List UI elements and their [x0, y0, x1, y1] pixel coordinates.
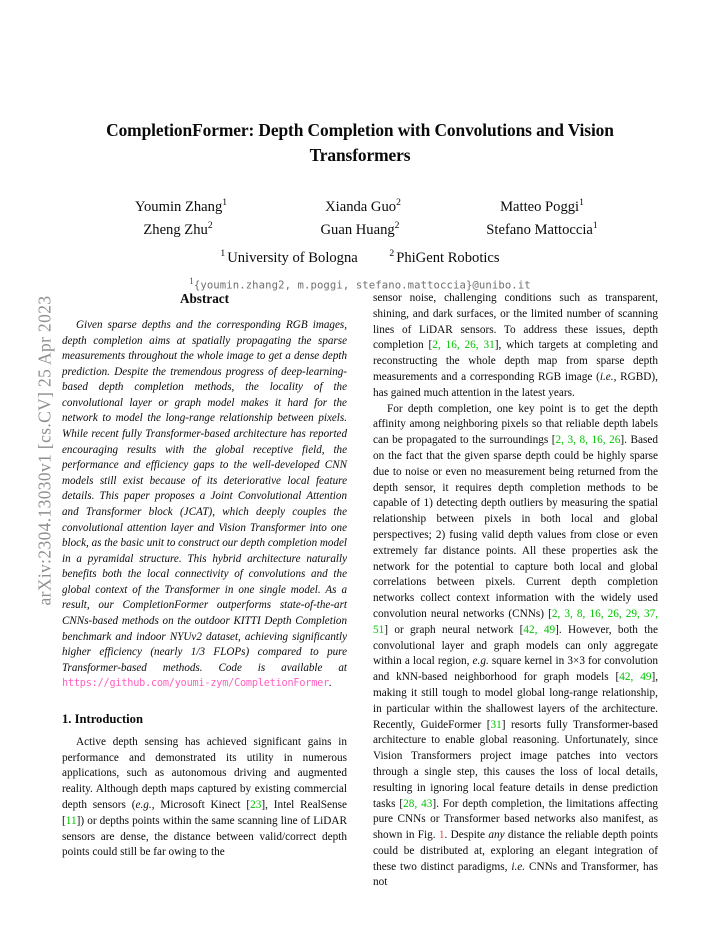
arxiv-stamp: arXiv:2304.13030v1 [cs.CV] 25 Apr 2023 — [34, 295, 55, 606]
citation-link[interactable]: 2, 16, 26, 31 — [432, 339, 495, 352]
abstract-tail: . — [329, 677, 332, 690]
author-affil-marker: 1 — [222, 197, 228, 209]
right-text-i: ], making it still tough to model global long-range relationship, in particular within the shallowest layers of the architecture. Recently, GuideFormer [ — [373, 671, 659, 731]
email-marker: 1 — [189, 275, 194, 286]
right-text-f: ] or graph neural network [ — [384, 623, 524, 636]
page-title: CompletionFormer: Depth Completion with Convolutions and Vision Transformers — [106, 120, 614, 165]
citation-link[interactable]: 42, 49 — [523, 623, 556, 636]
author-affil-marker: 2 — [394, 219, 400, 231]
right-text-j: ] resorts fully Transformer-based architecture to enable global reasoning. Unfortunately, since Vision Transformers project image patches into vectors through a single step, this causes the loss of local details, resulting in ignoring local feature details in dense prediction tasks [ — [373, 718, 658, 810]
intro-text-a: Active depth sensing has achieved significant gains in performance and demonstrated its utility in numerous applications, such as autonomous driving and augmented reality. Although depth maps captured by existing commercial depth sensors ( — [62, 735, 347, 812]
author-affil-marker: 1 — [592, 219, 598, 231]
right-text-k: ]. For depth completion, the limitations affecting pure CNNs or Transformer based networks also manifest, as shown in Fig. — [373, 797, 659, 842]
author: Stefano Mattoccia$^1$ — [486, 219, 598, 238]
affiliation: $^2$ PhiGent Robotics — [389, 247, 500, 266]
citation-link[interactable]: 11 — [65, 814, 77, 827]
author-list — [62, 196, 658, 240]
right-text-d: For depth completion, one key point is to get the depth affinity among neighboring pixels so that reliable depth labels can be propagated to the surroundings [ — [373, 402, 658, 447]
right-emph-any: any — [488, 829, 505, 842]
left-column — [62, 291, 347, 891]
affiliation-list — [62, 247, 658, 267]
right-text-n: CNNs and Transformer, has not — [373, 860, 658, 889]
author-affil-marker: 2 — [396, 197, 401, 209]
author: Zheng Zhu$^2$ — [143, 219, 213, 238]
citation-link[interactable]: 2, 3, 8, 16, 26, 29, 37, 51 — [373, 607, 659, 636]
right-text-l: . Despite — [444, 829, 489, 842]
affil-marker: 1 — [220, 247, 226, 259]
citation-link[interactable]: 31 — [490, 718, 502, 731]
author-affil-marker: 2 — [207, 219, 213, 231]
author: Xianda Guo$^2$ — [325, 197, 401, 216]
citation-link[interactable]: 28, 43 — [403, 797, 433, 810]
right-ie-1: i.e. — [599, 370, 614, 383]
right-text-m: distance the reliable depth points could be distributed at, exploring an elegant integration of these two distinct paradigms, — [373, 829, 658, 873]
intro-text-c: ], Intel RealSense [ — [62, 799, 347, 827]
contact-email — [62, 276, 658, 292]
right-text-a: sensor noise, challenging conditions such as transparent, shining, and dark surfaces, or the limited number of scanning lines of LiDAR sensors. To address these issues, depth completion [ — [373, 292, 658, 352]
citation-link[interactable]: 42, 49 — [619, 671, 652, 684]
right-text-c: , RGBD), has gained much attention in the latest years. — [373, 370, 658, 399]
section-heading-introduction: 1. Introduction — [62, 711, 143, 726]
author: Guan Huang$^2$ — [320, 219, 400, 238]
intro-text-b: , Microsoft Kinect [ — [151, 799, 251, 812]
author-affil-marker: 1 — [579, 197, 584, 209]
author: Youmin Zhang$^1$ — [134, 197, 228, 216]
right-paragraph-2 — [373, 402, 658, 892]
intro-paragraph-1 — [62, 735, 347, 861]
citation-link[interactable]: 2, 3, 8, 16, 26 — [555, 434, 621, 447]
abstract-body: Given sparse depths and the corresponding RGB images, depth completion aims at spatially propagating the sparse measurements throughout the whole image to get a dense depth prediction. Despite the tremendous progress of deep-learning-based depth completion methods, the locality of the convolutional layer or graph model makes it hard for the network to model the long-range relationship between pixels. While recent fully Transformer-based architecture has reported encouraging results with the global receptive field, the performance and efficiency gaps to the well-developed CNN models still exist because of its deteriorative local feature details. This paper proposes a Joint Convolutional Attention and Transformer block (JCAT), which deeply couples the convolutional attention layer and Vision Transformer into one block, as the basic unit to construct our depth completion model in a pyramidal structure. This hybrid architecture naturally benefits both the local connectivity of convolutions and the global context of the Transformer in one single model. As a result, our CompletionFormer outperforms state-of-the-art CNNs-based methods on the outdoor KITTI Depth Completion benchmark and indoor NYUv2 dataset, achieving significantly higher efficiency (nearly 1/3 FLOPs) compared to pure Transformer-based methods. Code is available at — [62, 319, 348, 674]
right-text-g: ]. However, both the convolutional layer and graph models can only aggregate within a local region, — [373, 623, 659, 668]
right-text-h: square kernel in 3×3 for convolution and kNN-based neighborhood for graph models [ — [373, 655, 658, 684]
abstract-text — [62, 318, 347, 692]
affil-marker: 2 — [389, 247, 395, 259]
body-columns — [62, 291, 658, 891]
intro-eg-1: e.g. — [135, 799, 152, 812]
right-column — [373, 291, 658, 891]
abstract-heading: Abstract — [179, 291, 230, 306]
right-text-b: ], which targets at completing and reconstructing the whole depth map from sparse depth measurements and a corresponding RGB image ( — [373, 339, 658, 383]
code-url-link[interactable]: https://github.com/youmi-zym/CompletionFormer — [62, 678, 330, 690]
affiliation: $^1$ University of Bologna — [220, 247, 358, 266]
right-eg-1: e.g. — [472, 655, 489, 668]
author: Matteo Poggi$^1$ — [500, 197, 584, 216]
email-text: {youmin.zhang2, m.poggi, stefano.mattoccia}@unibo.it — [193, 279, 531, 292]
title-block — [62, 118, 658, 291]
intro-text-d: ]) or depths points within the same scanning line of LiDAR sensors are dense, the distance between valid/correct depth points could still be far owing to the — [62, 814, 347, 859]
citation-link[interactable]: 23 — [250, 799, 262, 812]
figure-reference-link[interactable]: 1 — [438, 829, 445, 842]
right-text-e: ]. Based on the fact that the given sparse depth could be highly sparse due to noise or even no measurement being returned from the depth sensor, it requires depth completion methods to be capable of 1) detecting depth outliers by measuring the spatial relationship between pixels in both local and global perspectives; 2) fusing valid depth values from close or even extremely far distance points. All these properties ask the network for the potential to capture both local and global correlations between pixels. Current depth completion networks collect context information with the widely used convolution neural networks (CNNs) [ — [373, 434, 658, 620]
right-paragraph-1 — [373, 291, 658, 402]
right-ie-2: i.e. — [511, 860, 526, 873]
